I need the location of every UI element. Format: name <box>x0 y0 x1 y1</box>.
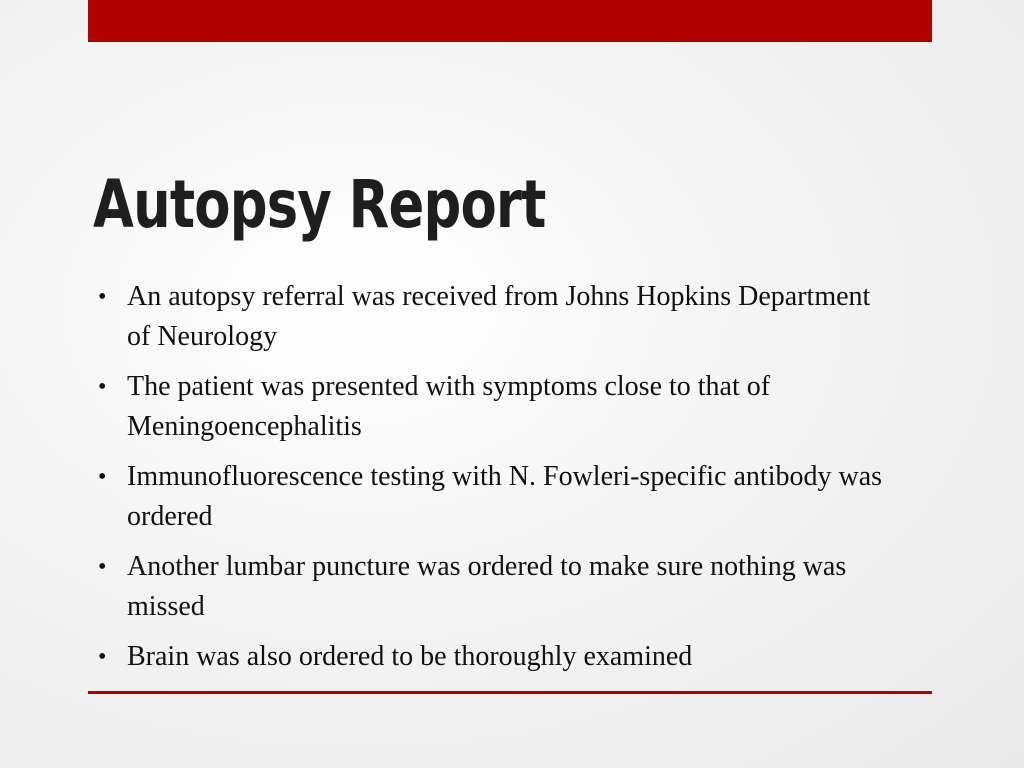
bullet-item <box>98 637 898 677</box>
bullet-text: Another lumbar puncture was ordered to make sure nothing was missed <box>127 551 847 622</box>
bottom-divider <box>88 691 932 694</box>
bullet-item <box>98 457 898 537</box>
bullet-text: The patient was presented with symptoms close to that of Meningoencephalitis <box>127 371 771 442</box>
bullet-dot-icon: • <box>98 644 107 670</box>
bullet-text: Brain was also ordered to be thoroughly examined <box>127 641 693 672</box>
bullet-text: An autopsy referral was received from Johns Hopkins Department of Neurology <box>127 281 871 352</box>
bullet-item <box>98 367 898 447</box>
slide-title: Autopsy Report <box>93 166 546 243</box>
bullet-item <box>98 547 898 627</box>
top-accent-bar <box>88 0 932 42</box>
bullet-list <box>98 277 898 687</box>
bullet-dot-icon: • <box>98 554 107 580</box>
bullet-dot-icon: • <box>98 284 107 310</box>
bullet-dot-icon: • <box>98 374 107 400</box>
bullet-text: Immunofluorescence testing with N. Fowleri-specific antibody was ordered <box>127 461 883 532</box>
bullet-dot-icon: • <box>98 464 107 490</box>
bullet-item <box>98 277 898 357</box>
